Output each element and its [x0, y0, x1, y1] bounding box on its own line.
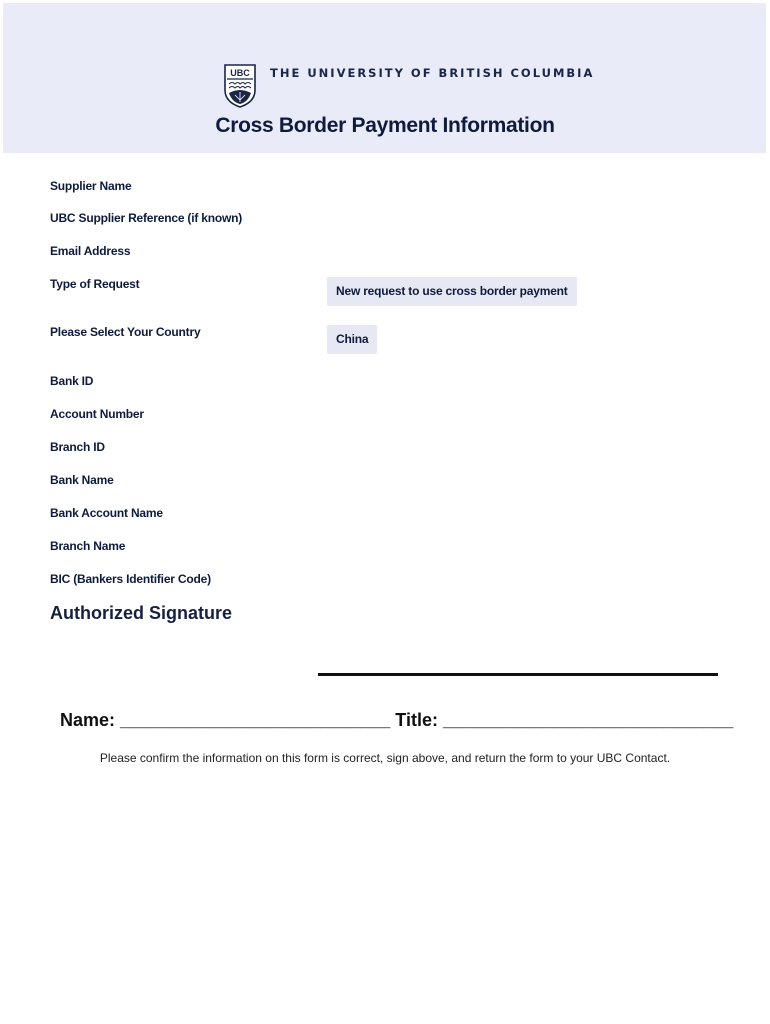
supplier-name-label: Supplier Name: [50, 179, 132, 193]
supplier-reference-label: UBC Supplier Reference (if known): [50, 211, 243, 225]
country-select[interactable]: China: [327, 325, 377, 354]
account-number-label: Account Number: [50, 407, 144, 421]
ubc-logo: [224, 64, 594, 108]
type-of-request-select[interactable]: New request to use cross border payment: [327, 277, 577, 306]
branch-id-label: Branch ID: [50, 440, 105, 454]
ubc-crest-icon: [224, 64, 256, 108]
confirm-note: Please confirm the information on this form is correct, sign above, and return the form to your UBC Contact.: [99, 751, 671, 765]
university-name: THE UNIVERSITY OF BRITISH COLUMBIA: [270, 66, 595, 80]
bank-id-label: Bank ID: [50, 374, 94, 388]
email-address-label: Email Address: [50, 244, 131, 258]
name-title-line: Name: ___________________________ Title: _____________________________: [60, 710, 734, 730]
country-label: Please Select Your Country: [50, 325, 201, 339]
form-title: Cross Border Payment Information: [215, 114, 555, 137]
signature-line[interactable]: [318, 673, 718, 676]
bic-label: BIC (Bankers Identifier Code): [50, 572, 211, 586]
type-of-request-label: Type of Request: [50, 277, 140, 291]
bank-name-label: Bank Name: [50, 473, 114, 487]
logo-text: UBC: [230, 68, 250, 78]
authorized-signature-heading: Authorized Signature: [50, 603, 233, 623]
bank-account-name-label: Bank Account Name: [50, 506, 163, 520]
branch-name-label: Branch Name: [50, 539, 126, 553]
